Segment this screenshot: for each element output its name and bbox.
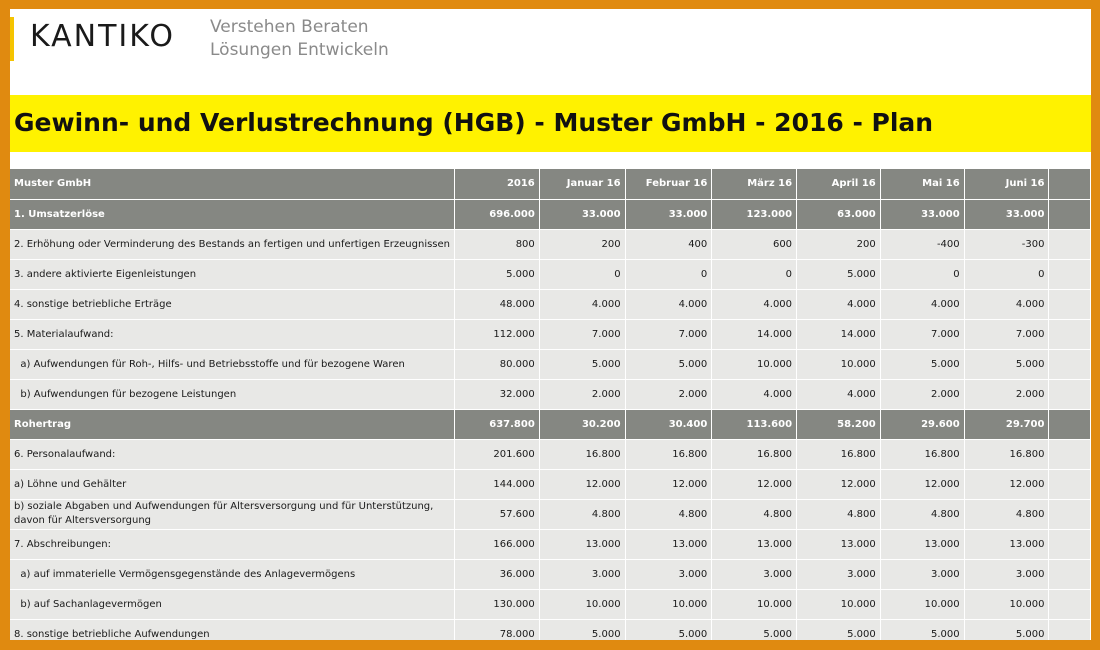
logo-accent-bar <box>10 17 14 61</box>
tagline-line-1: Verstehen Beraten <box>210 17 369 37</box>
value-cell[interactable]: 33.000 <box>625 199 712 229</box>
value-cell[interactable]: 30.400 <box>625 409 712 439</box>
value-cell[interactable]: 57.600 <box>455 499 540 529</box>
value-cell[interactable]: 10.000 <box>712 349 797 379</box>
value-cell[interactable]: 14.000 <box>797 319 881 349</box>
row-label-cell[interactable]: 2. Erhöhung oder Verminderung des Bestands an fertigen und unfertigen Erzeugnissen <box>10 229 455 259</box>
table-row <box>10 499 1091 529</box>
value-cell[interactable]: 16.800 <box>625 439 712 469</box>
value-cell[interactable]: 4.000 <box>964 289 1049 319</box>
table-row <box>10 229 1091 259</box>
value-cell[interactable]: 2.000 <box>625 379 712 409</box>
value-cell[interactable]: 13.000 <box>964 529 1049 559</box>
value-cell[interactable]: 29.700 <box>964 409 1049 439</box>
value-cell[interactable]: 13.000 <box>625 529 712 559</box>
table-row <box>10 469 1091 499</box>
value-cell[interactable]: 16.800 <box>712 439 797 469</box>
value-cell[interactable]: 13.000 <box>539 529 625 559</box>
filler-cell <box>1049 439 1091 469</box>
column-header-march[interactable]: März 16 <box>712 169 797 199</box>
value-cell[interactable]: 200 <box>539 229 625 259</box>
value-cell[interactable]: -300 <box>964 229 1049 259</box>
filler-cell <box>1049 259 1091 289</box>
column-header-year[interactable]: 2016 <box>455 169 540 199</box>
value-cell[interactable]: 4.000 <box>880 289 964 319</box>
kantiko-logo: KANTIKO <box>30 19 175 54</box>
table-row <box>10 289 1091 319</box>
table-row <box>10 559 1091 589</box>
row-label-cell[interactable]: b) Aufwendungen für bezogene Leistungen <box>10 379 455 409</box>
value-cell[interactable]: 32.000 <box>455 379 540 409</box>
column-header-june[interactable]: Juni 16 <box>964 169 1049 199</box>
row-label-cell[interactable]: 3. andere aktivierte Eigenleistungen <box>10 259 455 289</box>
value-cell[interactable]: 10.000 <box>539 589 625 619</box>
filler-cell <box>1049 319 1091 349</box>
filler-cell <box>1049 499 1091 529</box>
value-cell[interactable]: 201.600 <box>455 439 540 469</box>
value-cell[interactable]: 400 <box>625 229 712 259</box>
table-row <box>10 379 1091 409</box>
value-cell[interactable]: 5.000 <box>712 619 797 640</box>
table-row <box>10 529 1091 559</box>
value-cell[interactable]: 4.000 <box>712 289 797 319</box>
value-cell[interactable]: 16.800 <box>964 439 1049 469</box>
value-cell[interactable]: 0 <box>625 259 712 289</box>
value-cell[interactable]: 10.000 <box>880 589 964 619</box>
value-cell[interactable]: 123.000 <box>712 199 797 229</box>
value-cell[interactable]: 29.600 <box>880 409 964 439</box>
brand-header <box>10 9 1091 94</box>
value-cell[interactable]: 12.000 <box>964 469 1049 499</box>
filler-cell <box>1049 529 1091 559</box>
value-cell[interactable]: 10.000 <box>712 589 797 619</box>
value-cell[interactable]: 112.000 <box>455 319 540 349</box>
value-cell[interactable]: 0 <box>964 259 1049 289</box>
filler-cell <box>1049 379 1091 409</box>
value-cell[interactable]: 5.000 <box>964 349 1049 379</box>
value-cell[interactable]: 36.000 <box>455 559 540 589</box>
value-cell[interactable]: 10.000 <box>964 589 1049 619</box>
value-cell[interactable]: 5.000 <box>625 349 712 379</box>
value-cell[interactable]: 5.000 <box>797 259 881 289</box>
value-cell[interactable]: 13.000 <box>712 529 797 559</box>
table-row <box>10 319 1091 349</box>
page-title: Gewinn- und Verlustrechnung (HGB) - Muster GmbH - 2016 - Plan <box>14 108 934 137</box>
value-cell[interactable]: 4.800 <box>964 499 1049 529</box>
table-row <box>10 589 1091 619</box>
value-cell[interactable]: 3.000 <box>625 559 712 589</box>
value-cell[interactable]: -400 <box>880 229 964 259</box>
value-cell[interactable]: 30.200 <box>539 409 625 439</box>
value-cell[interactable]: 4.800 <box>797 499 881 529</box>
value-cell[interactable]: 10.000 <box>797 589 881 619</box>
value-cell[interactable]: 2.000 <box>880 379 964 409</box>
value-cell[interactable]: 12.000 <box>539 469 625 499</box>
column-header-april[interactable]: April 16 <box>797 169 881 199</box>
value-cell[interactable]: 2.000 <box>539 379 625 409</box>
row-label-cell[interactable]: 5. Materialaufwand: <box>10 319 455 349</box>
value-cell[interactable]: 600 <box>712 229 797 259</box>
value-cell[interactable]: 80.000 <box>455 349 540 379</box>
table-row <box>10 259 1091 289</box>
value-cell[interactable]: 16.800 <box>880 439 964 469</box>
value-cell[interactable]: 7.000 <box>880 319 964 349</box>
value-cell[interactable]: 5.000 <box>797 619 881 640</box>
row-label-cell[interactable]: 6. Personalaufwand: <box>10 439 455 469</box>
value-cell[interactable]: 2.000 <box>964 379 1049 409</box>
value-cell[interactable]: 166.000 <box>455 529 540 559</box>
filler-cell <box>1049 349 1091 379</box>
value-cell[interactable]: 4.800 <box>712 499 797 529</box>
value-cell[interactable]: 4.000 <box>539 289 625 319</box>
value-cell[interactable]: 7.000 <box>625 319 712 349</box>
value-cell[interactable]: 33.000 <box>964 199 1049 229</box>
tagline-line-2: Lösungen Entwickeln <box>210 40 389 60</box>
row-label-cell[interactable]: a) Aufwendungen für Roh-, Hilfs- und Betriebsstoffe und für bezogene Waren <box>10 349 455 379</box>
column-header-filler <box>1049 169 1091 199</box>
value-cell[interactable]: 0 <box>880 259 964 289</box>
value-cell[interactable]: 113.600 <box>712 409 797 439</box>
value-cell[interactable]: 58.200 <box>797 409 881 439</box>
value-cell[interactable]: 78.000 <box>455 619 540 640</box>
value-cell[interactable]: 4.800 <box>625 499 712 529</box>
value-cell[interactable]: 5.000 <box>455 259 540 289</box>
value-cell[interactable]: 5.000 <box>880 619 964 640</box>
table-row <box>10 619 1091 640</box>
value-cell[interactable]: 5.000 <box>625 619 712 640</box>
column-header-january[interactable]: Januar 16 <box>539 169 625 199</box>
value-cell[interactable]: 63.000 <box>797 199 881 229</box>
value-cell[interactable]: 14.000 <box>712 319 797 349</box>
filler-cell <box>1049 289 1091 319</box>
value-cell[interactable]: 3.000 <box>880 559 964 589</box>
table-body <box>10 199 1091 640</box>
table-row <box>10 349 1091 379</box>
value-cell[interactable]: 4.000 <box>797 379 881 409</box>
value-cell[interactable]: 12.000 <box>797 469 881 499</box>
table-row <box>10 439 1091 469</box>
filler-cell <box>1049 199 1091 229</box>
row-label-cell[interactable]: Rohertrag <box>10 409 455 439</box>
row-label-cell[interactable]: b) soziale Abgaben und Aufwendungen für Altersversorgung und für Unterstützung, davon für Altersversorgung <box>10 499 455 529</box>
row-label-cell[interactable]: 4. sonstige betriebliche Erträge <box>10 289 455 319</box>
value-cell[interactable]: 4.000 <box>625 289 712 319</box>
value-cell[interactable]: 130.000 <box>455 589 540 619</box>
value-cell[interactable]: 13.000 <box>880 529 964 559</box>
value-cell[interactable]: 33.000 <box>539 199 625 229</box>
column-header-february[interactable]: Februar 16 <box>625 169 712 199</box>
value-cell[interactable]: 3.000 <box>964 559 1049 589</box>
value-cell[interactable]: 13.000 <box>797 529 881 559</box>
table-header-row <box>10 169 1091 199</box>
value-cell[interactable]: 3.000 <box>712 559 797 589</box>
row-label-cell[interactable]: 7. Abschreibungen: <box>10 529 455 559</box>
value-cell[interactable]: 5.000 <box>964 619 1049 640</box>
brand-tagline <box>210 16 389 62</box>
value-cell[interactable]: 3.000 <box>539 559 625 589</box>
title-band <box>10 95 1091 152</box>
value-cell[interactable]: 10.000 <box>797 349 881 379</box>
value-cell[interactable]: 12.000 <box>880 469 964 499</box>
value-cell[interactable]: 800 <box>455 229 540 259</box>
table-row <box>10 199 1091 229</box>
row-label-cell[interactable]: b) auf Sachanlagevermögen <box>10 589 455 619</box>
value-cell[interactable]: 696.000 <box>455 199 540 229</box>
value-cell[interactable]: 10.000 <box>625 589 712 619</box>
value-cell[interactable]: 200 <box>797 229 881 259</box>
row-label-cell[interactable]: 1. Umsatzerlöse <box>10 199 455 229</box>
filler-cell <box>1049 589 1091 619</box>
value-cell[interactable]: 48.000 <box>455 289 540 319</box>
table-row <box>10 409 1091 439</box>
value-cell[interactable]: 16.800 <box>797 439 881 469</box>
filler-cell <box>1049 469 1091 499</box>
row-label-cell[interactable]: a) auf immaterielle Vermögensgegenstände des Anlagevermögens <box>10 559 455 589</box>
column-header-may[interactable]: Mai 16 <box>880 169 964 199</box>
filler-cell <box>1049 229 1091 259</box>
value-cell[interactable]: 4.800 <box>880 499 964 529</box>
profit-loss-table <box>10 169 1091 640</box>
column-header-company[interactable]: Muster GmbH <box>10 169 455 199</box>
value-cell[interactable]: 12.000 <box>625 469 712 499</box>
value-cell[interactable]: 5.000 <box>539 619 625 640</box>
row-label-cell[interactable]: 8. sonstige betriebliche Aufwendungen <box>10 619 455 640</box>
value-cell[interactable]: 4.000 <box>797 289 881 319</box>
value-cell[interactable]: 144.000 <box>455 469 540 499</box>
value-cell[interactable]: 5.000 <box>880 349 964 379</box>
filler-cell <box>1049 619 1091 640</box>
spreadsheet-frame <box>10 9 1091 640</box>
value-cell[interactable]: 0 <box>712 259 797 289</box>
filler-cell <box>1049 559 1091 589</box>
value-cell[interactable]: 5.000 <box>539 349 625 379</box>
value-cell[interactable]: 0 <box>539 259 625 289</box>
value-cell[interactable]: 16.800 <box>539 439 625 469</box>
value-cell[interactable]: 4.800 <box>539 499 625 529</box>
filler-cell <box>1049 409 1091 439</box>
value-cell[interactable]: 7.000 <box>539 319 625 349</box>
row-label-cell[interactable]: a) Löhne und Gehälter <box>10 469 455 499</box>
value-cell[interactable]: 7.000 <box>964 319 1049 349</box>
value-cell[interactable]: 3.000 <box>797 559 881 589</box>
value-cell[interactable]: 637.800 <box>455 409 540 439</box>
value-cell[interactable]: 12.000 <box>712 469 797 499</box>
value-cell[interactable]: 33.000 <box>880 199 964 229</box>
value-cell[interactable]: 4.000 <box>712 379 797 409</box>
